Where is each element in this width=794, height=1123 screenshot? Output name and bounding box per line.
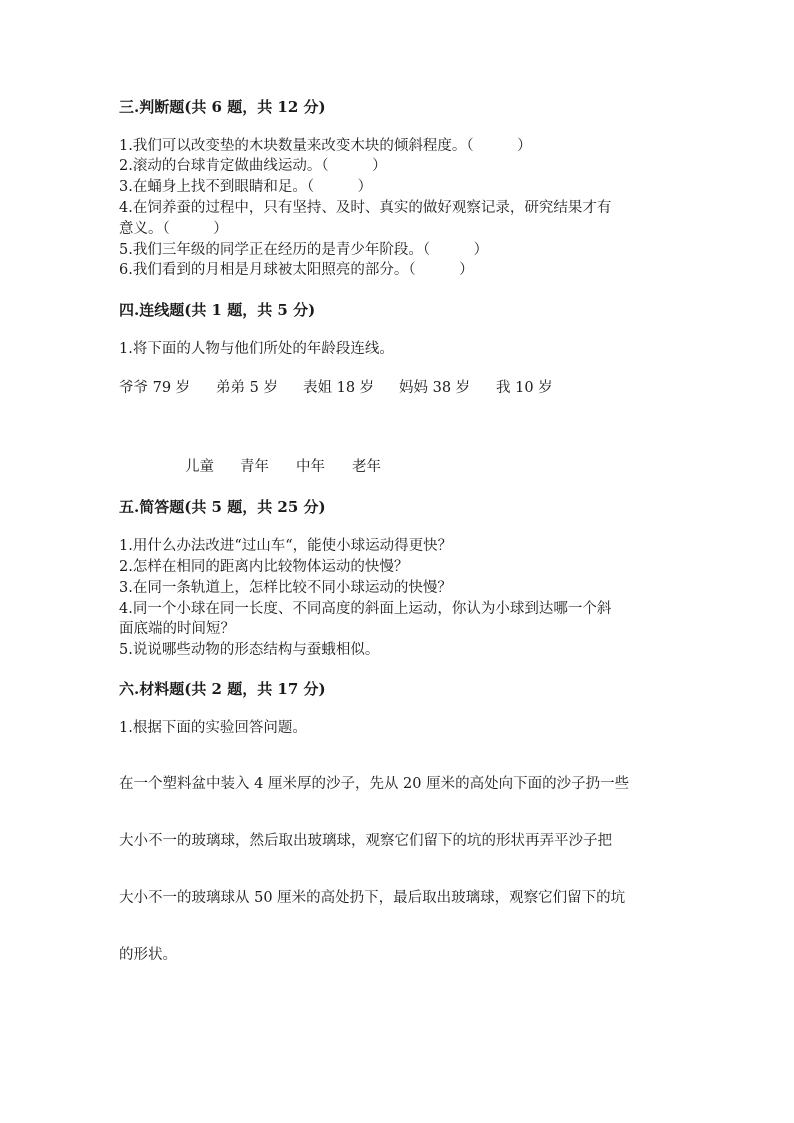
judge-item-5: 5.我们三年级的同学正在经历的是青少年阶段。（ ） [119,242,489,258]
match-question: 1.将下面的人物与他们所处的年龄段连线。 [119,341,394,357]
match-person-5: 我 10 岁 [496,380,553,396]
short-item-1: 1.用什么办法改进“过山车“，能使小球运动得更快？ [119,538,453,554]
match-person-4: 妈妈 38 岁 [399,380,471,396]
material-paragraph-line-1: 在一个塑料盆中装入 4 厘米厚的沙子，先从 20 厘米的高处向下面的沙子扔一些 [119,776,630,792]
material-paragraph-line-4: 的形状。 [119,947,177,963]
material-paragraph-line-2: 大小不一的玻璃球，然后取出玻璃球，观察它们留下的坑的形状再弄平沙子把 [119,833,612,849]
judge-item-4-continued: 意义。（ ） [119,221,228,237]
section-heading-short: 五.简答题(共 5 题，共 25 分) [119,498,326,516]
short-item-4-continued: 面底端的时间短？ [119,621,235,637]
judge-item-2: 2.滚动的台球肯定做曲线运动。（ ） [119,158,387,174]
material-question: 1.根据下面的实验回答问题。 [119,720,307,736]
match-person-2: 弟弟 5 岁 [216,380,278,396]
section-heading-judge: 三.判断题(共 6 题，共 12 分) [119,98,326,116]
judge-item-6: 6.我们看到的月相是月球被太阳照亮的部分。（ ） [119,262,474,278]
material-paragraph-line-3: 大小不一的玻璃球从 50 厘米的高处扔下，最后取出玻璃球，观察它们留下的坑 [119,890,626,906]
match-person-3: 表姐 18 岁 [303,380,375,396]
judge-item-1: 1.我们可以改变垫的木块数量来改变木块的倾斜程度。（ ） [119,138,532,154]
section-heading-material: 六.材料题(共 2 题，共 17 分) [119,680,326,698]
section-heading-match: 四.连线题(共 1 题，共 5 分) [119,301,316,319]
match-stage-4: 老年 [352,459,381,475]
short-item-5: 5.说说哪些动物的形态结构与蚕蛾相似。 [119,642,380,658]
short-item-2: 2.怎样在相同的距离内比较物体运动的快慢？ [119,559,409,575]
judge-item-4: 4.在饲养蚕的过程中，只有坚持、及时、真实的做好观察记录，研究结果才有 [119,200,612,216]
match-person-1: 爷爷 79 岁 [119,380,191,396]
short-item-3: 3.在同一条轨道上，怎样比较不同小球运动的快慢？ [119,580,452,596]
match-stage-2: 青年 [240,459,269,475]
short-item-4: 4.同一个小球在同一长度、不同高度的斜面上运动，你认为小球到达哪一个斜 [119,601,612,617]
match-stage-1: 儿童 [185,459,214,475]
judge-item-3: 3.在蛹身上找不到眼睛和足。（ ） [119,179,373,195]
match-stage-3: 中年 [296,459,325,475]
